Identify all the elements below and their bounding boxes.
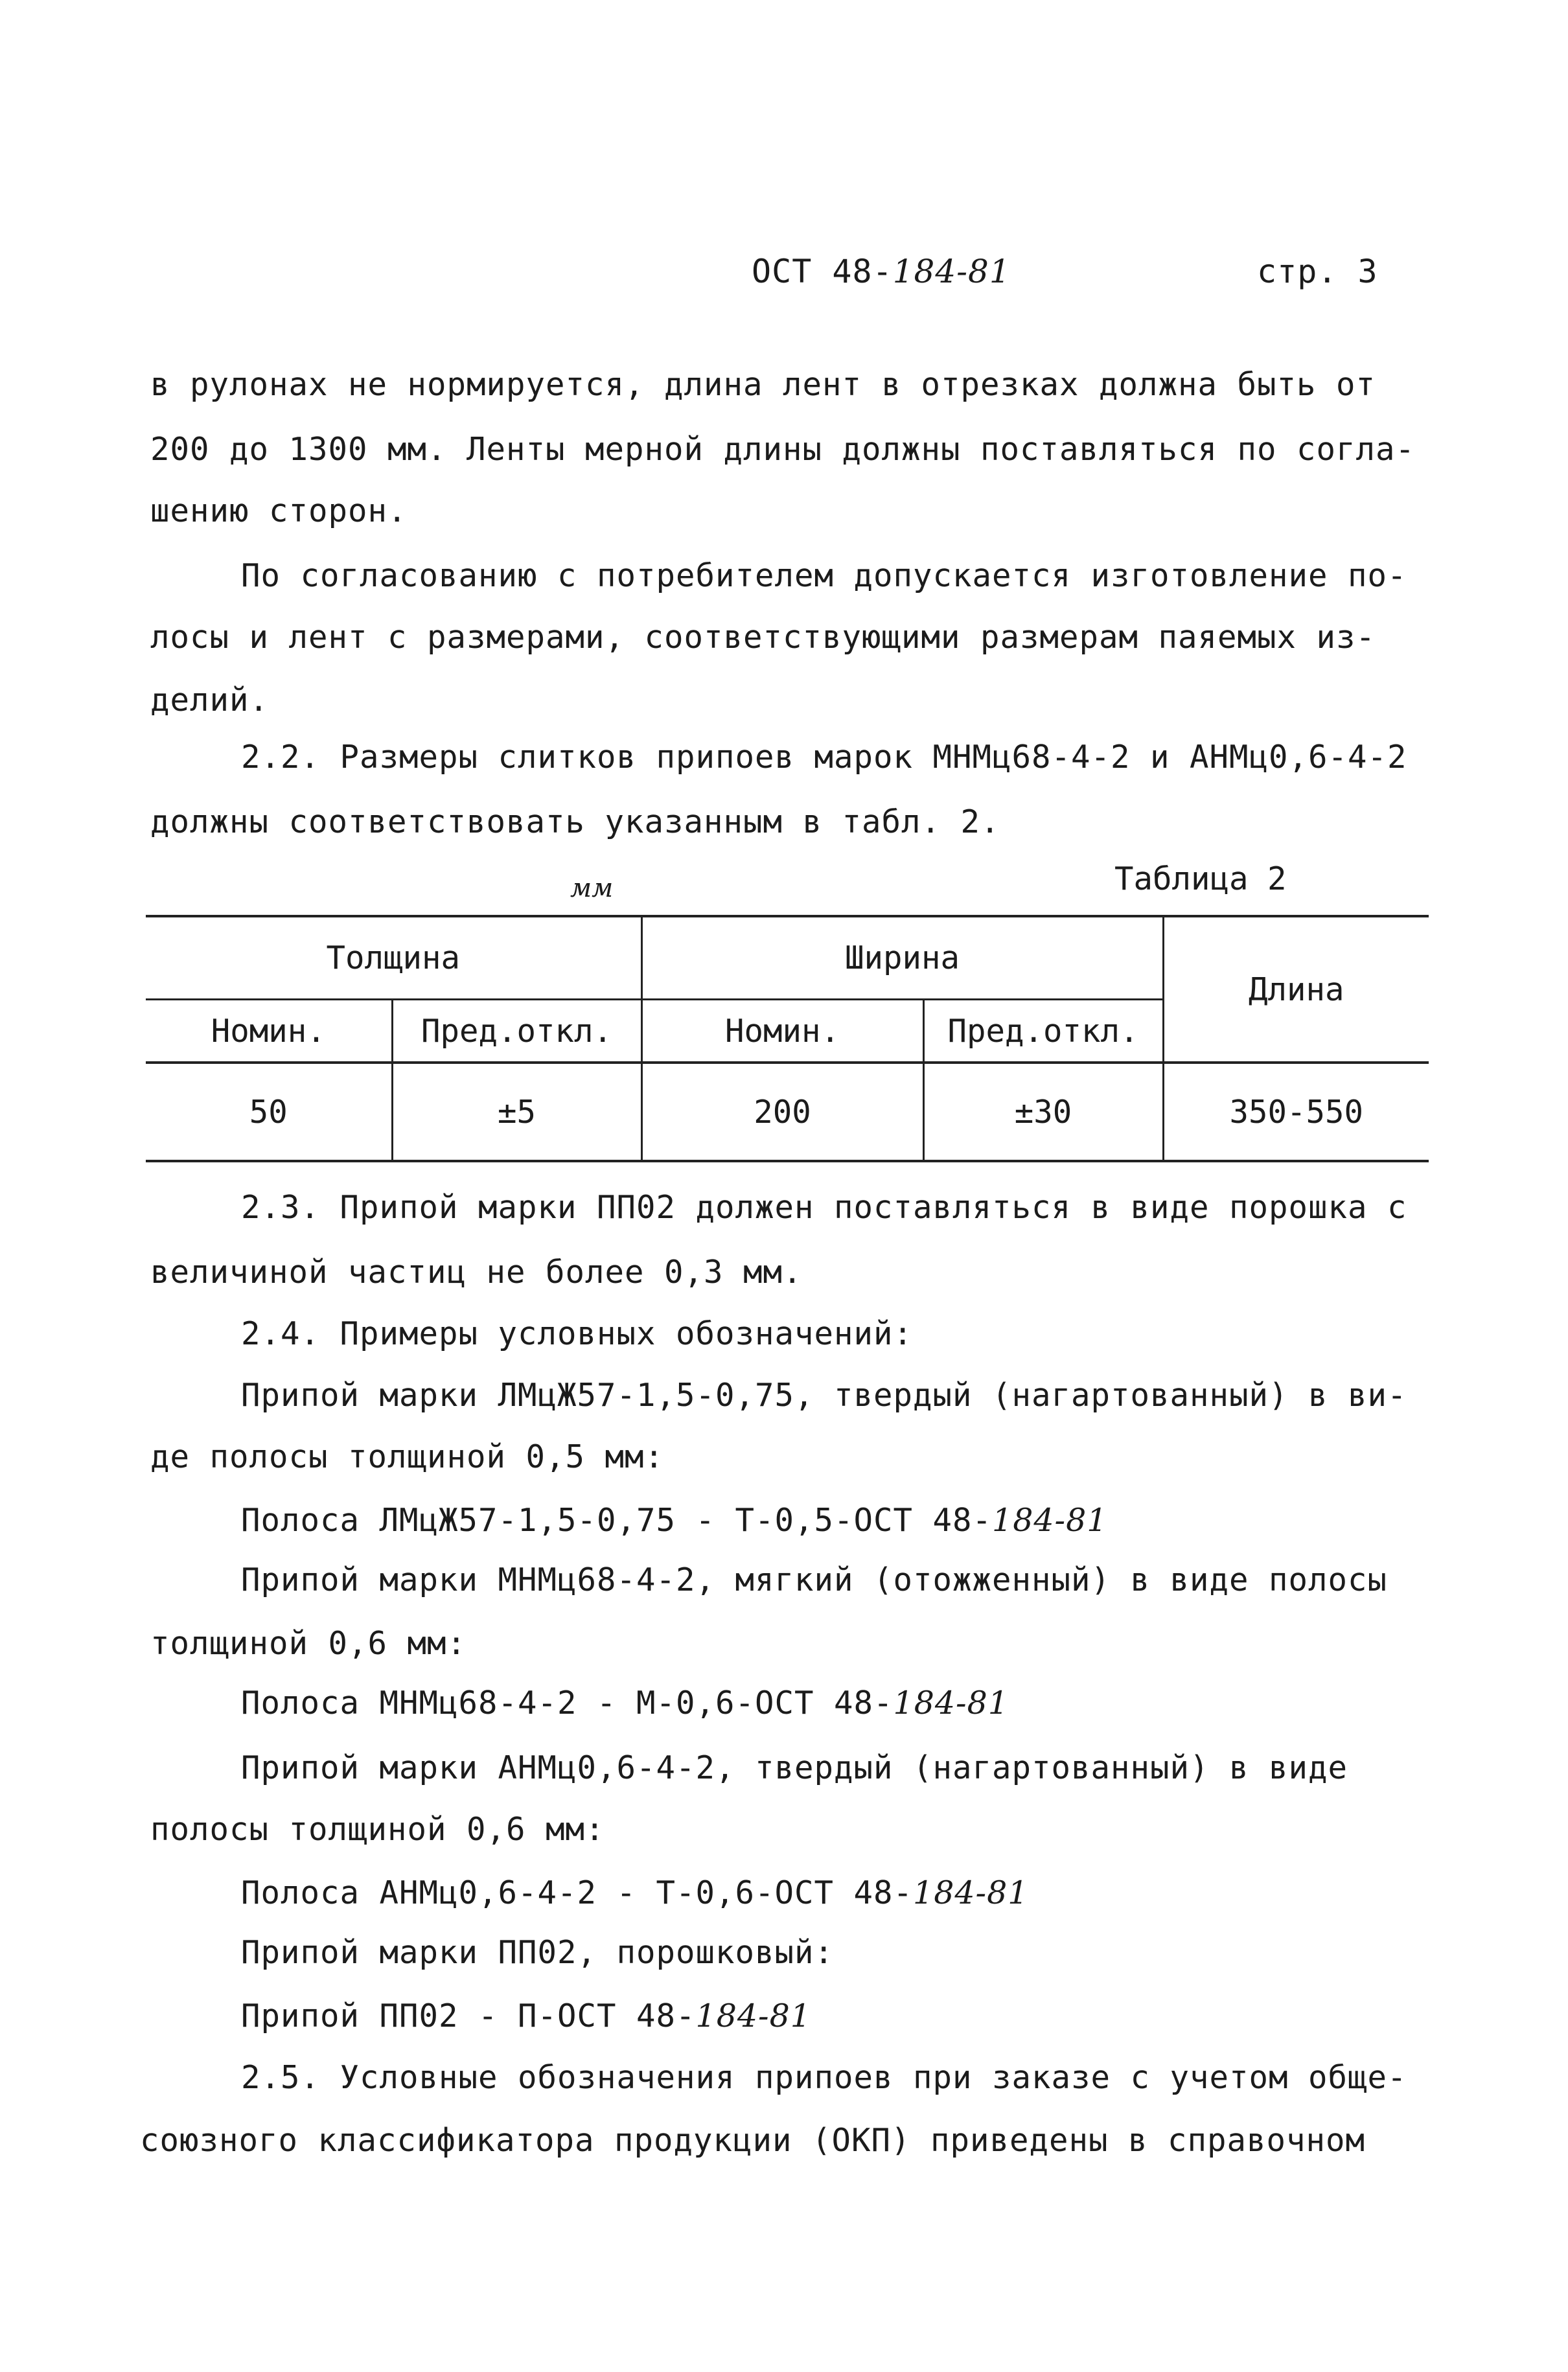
body-line: должны соответствовать указанным в табл. 2. — [150, 803, 1000, 840]
thickness-nominal-header: Номин. — [146, 1000, 392, 1063]
body-line: в рулонах не нормируется, длина лент в отрезках должна быть от — [150, 366, 1376, 403]
example-code-text: Припой ПП02 - П-ОСТ 48- — [241, 1998, 696, 2034]
thickness-tolerance-cell: ±5 — [392, 1063, 641, 1161]
body-line: 2.5. Условные обозначения припоев при заказе с учетом обще- — [241, 2059, 1407, 2096]
example-code-text: Полоса ЛМцЖ57-1,5-0,75 - Т-0,5-ОСТ 48- — [241, 1502, 993, 1539]
example-line: де полосы толщиной 0,5 мм: — [150, 1438, 665, 1475]
length-cell: 350-550 — [1163, 1063, 1429, 1161]
example-code-text: Полоса МНМц68-4-2 - М-0,6-ОСТ 48- — [241, 1685, 894, 1721]
width-header: Ширина — [641, 916, 1163, 1000]
page-number: стр. 3 — [1257, 253, 1378, 290]
doc-number-handwritten: 184-81 — [992, 1502, 1108, 1539]
thickness-tolerance-header: Пред.откл. — [392, 1000, 641, 1063]
body-line: лосы и лент с размерами, соответствующими размерам паяемых из- — [150, 619, 1376, 656]
example-line: Припой марки АНМц0,6-4-2, твердый (нагартованный) в виде — [241, 1749, 1348, 1786]
length-header: Длина — [1163, 916, 1429, 1063]
body-line: По согласованию с потребителем допускается изготовление по- — [241, 557, 1407, 594]
example-code — [241, 1998, 811, 2034]
body-line: 200 до 1300 мм. Ленты мерной длины должны поставляться по согла- — [150, 431, 1416, 468]
body-line: 2.2. Размеры слитков припоев марок МНМц68-4-2 и АНМц0,6-4-2 — [241, 739, 1407, 776]
body-line: величиной частиц не более 0,3 мм. — [150, 1254, 803, 1291]
doc-number-handwritten: 184-81 — [913, 1874, 1029, 1911]
width-tolerance-header: Пред.откл. — [923, 1000, 1163, 1063]
doc-number-handwritten: 184-81 — [892, 253, 1011, 290]
example-line: Припой марки ЛМцЖ57-1,5-0,75, твердый (нагартованный) в ви- — [241, 1377, 1407, 1414]
example-code — [241, 1502, 1107, 1539]
example-code — [241, 1874, 1028, 1911]
body-line: шению сторон. — [150, 492, 408, 529]
body-line: союзного классификатора продукции (ОКП) приведены в справочном — [140, 2122, 1366, 2159]
doc-number-handwritten: 184-81 — [893, 1685, 1009, 1721]
example-line: Припой марки МНМц68-4-2, мягкий (отожженный) в виде полосы — [241, 1561, 1388, 1598]
example-code-text: Полоса АНМц0,6-4-2 - Т-0,6-ОСТ 48- — [241, 1874, 914, 1911]
body-line: 2.3. Припой марки ПП02 должен поставляться в виде порошка с — [241, 1189, 1407, 1226]
table-unit: мм — [570, 873, 614, 903]
thickness-header: Толщина — [146, 916, 641, 1000]
page-header — [752, 253, 1378, 290]
width-tolerance-cell: ±30 — [923, 1063, 1163, 1161]
example-code — [241, 1685, 1009, 1721]
doc-number-handwritten: 184-81 — [695, 1998, 811, 2034]
body-line: 2.4. Примеры условных обозначений: — [241, 1315, 914, 1352]
example-line: толщиной 0,6 мм: — [150, 1625, 467, 1662]
example-line: полосы толщиной 0,6 мм: — [150, 1811, 605, 1848]
body-line: делий. — [150, 682, 270, 719]
thickness-nominal-cell: 50 — [146, 1063, 392, 1161]
dimensions-table — [146, 915, 1429, 1162]
width-nominal-header: Номин. — [641, 1000, 923, 1063]
example-line: Припой марки ПП02, порошковый: — [241, 1934, 835, 1971]
doc-prefix: ОСТ 48- — [752, 253, 893, 290]
width-nominal-cell: 200 — [641, 1063, 923, 1161]
table-title: Таблица 2 — [1114, 860, 1287, 897]
